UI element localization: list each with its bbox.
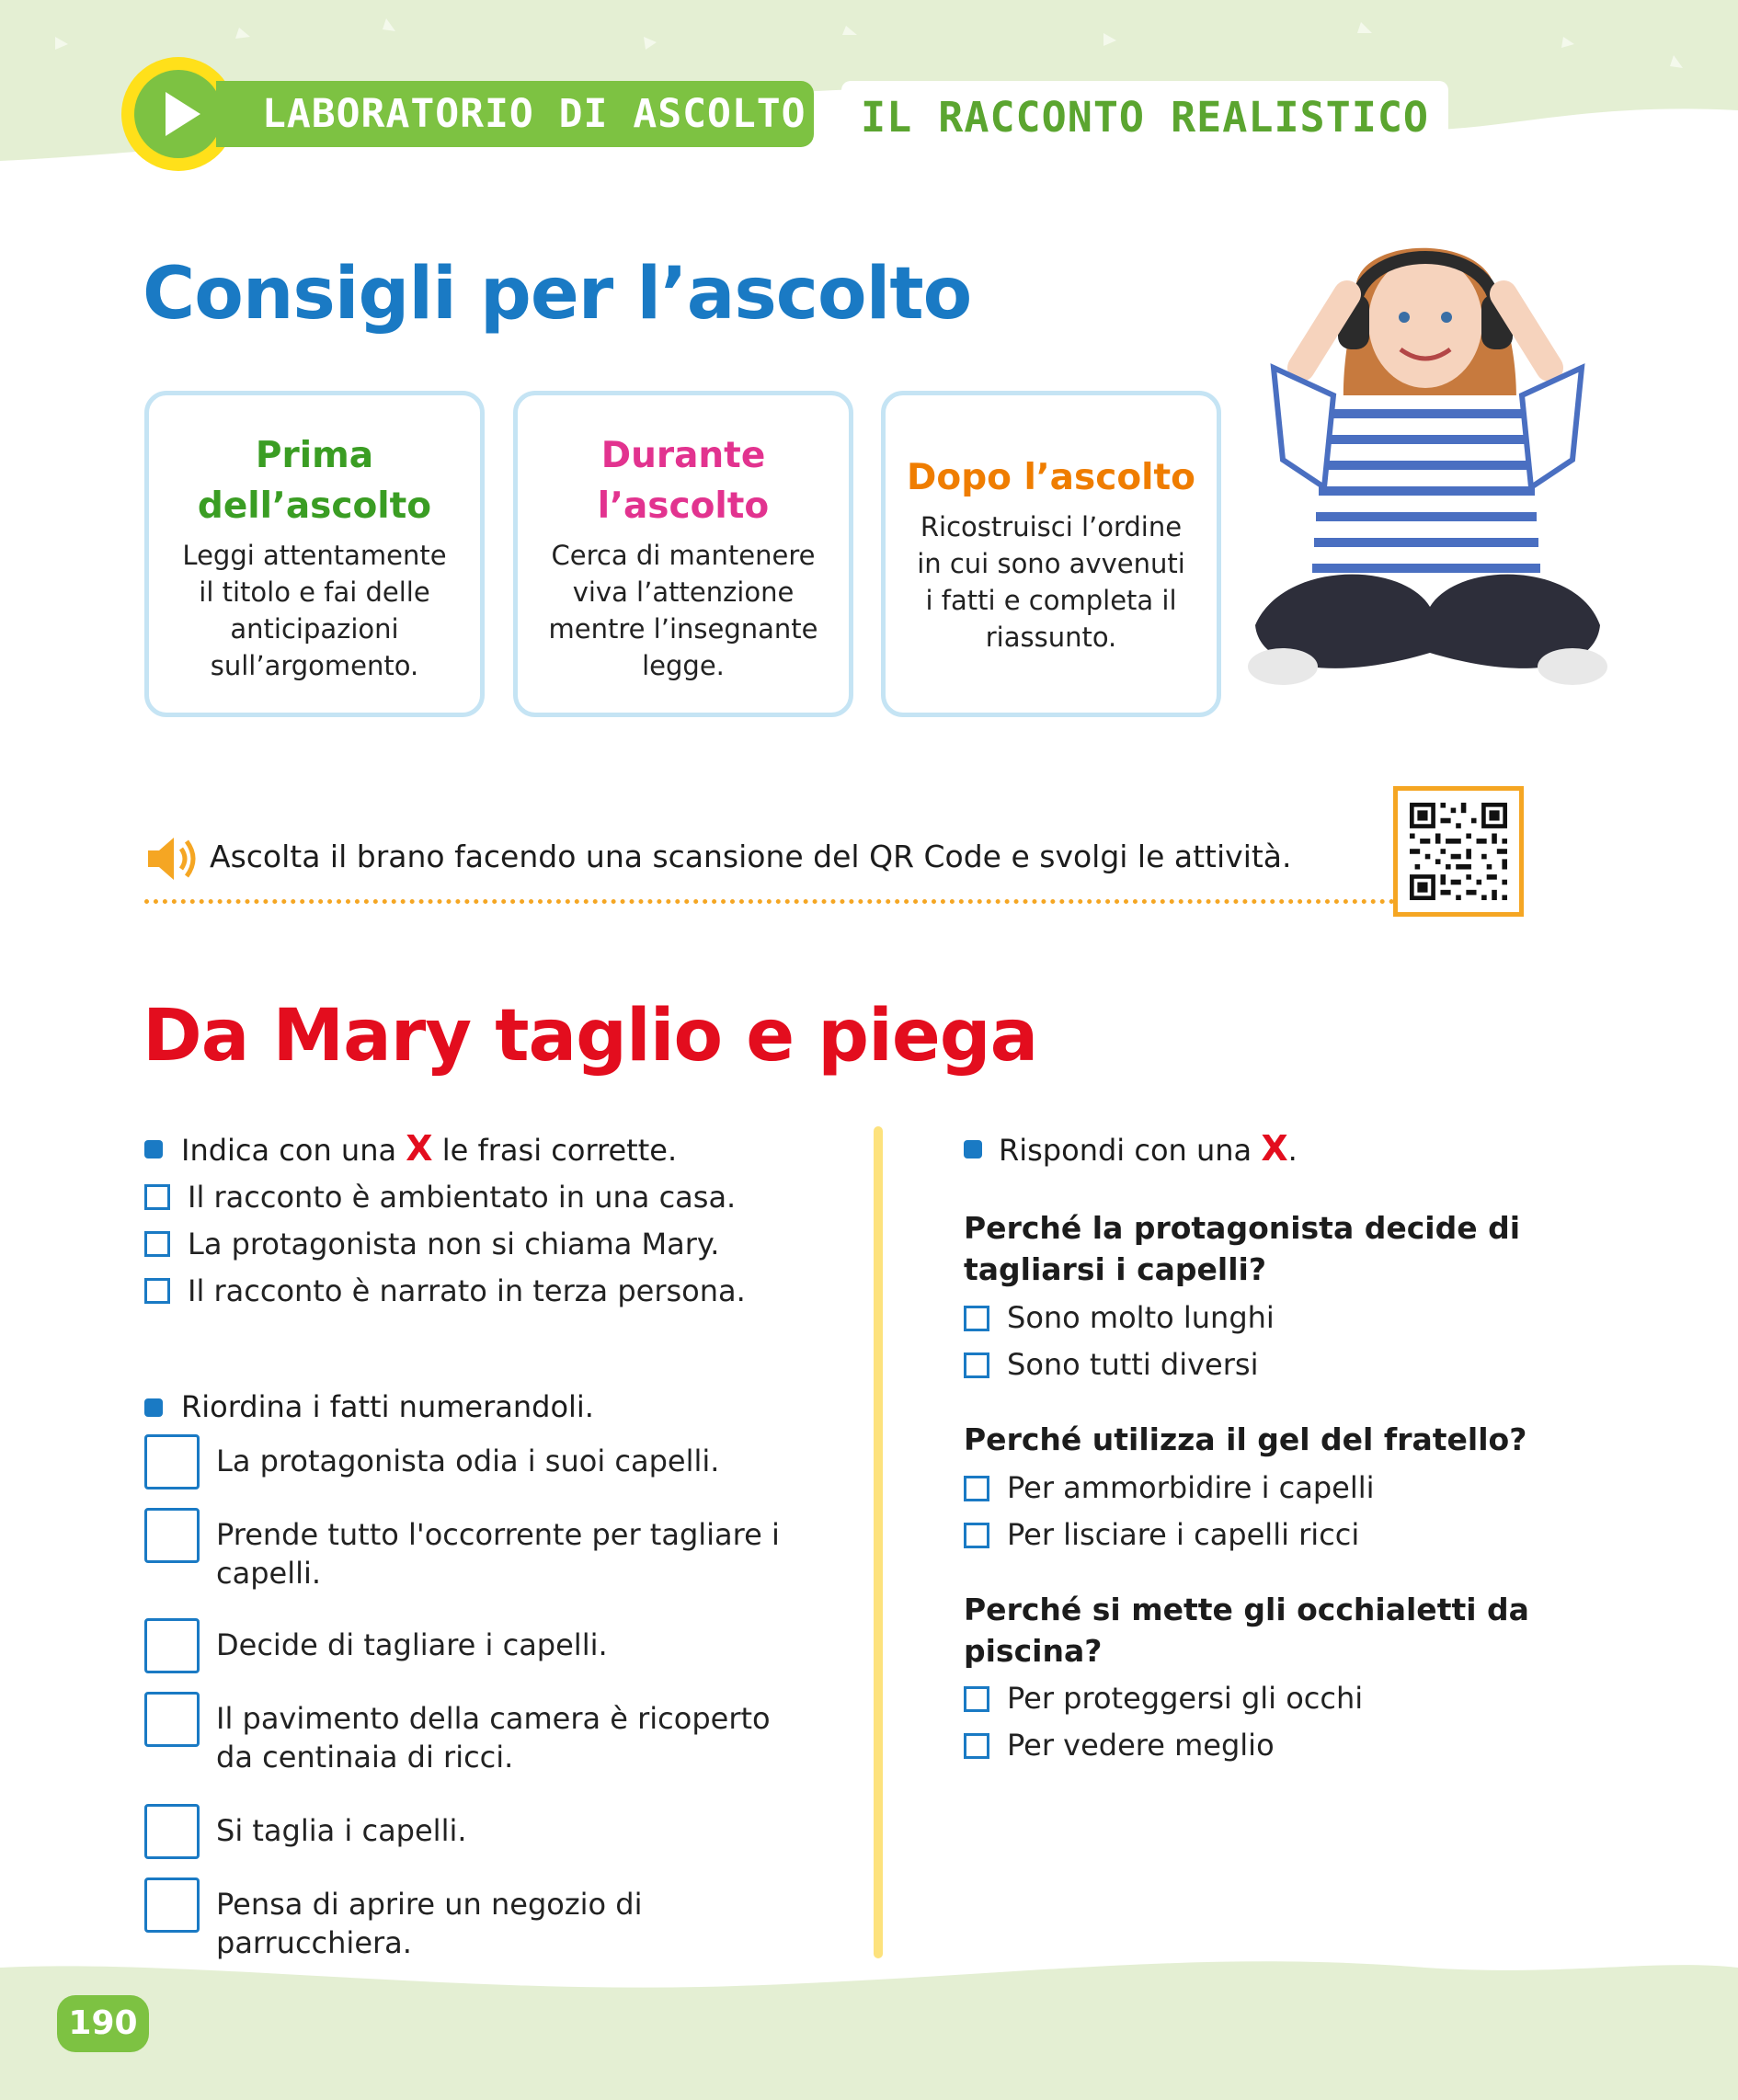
checkbox[interactable] xyxy=(964,1352,989,1378)
tip-card-after xyxy=(881,391,1221,717)
event-item xyxy=(216,1626,805,1664)
number-box[interactable] xyxy=(144,1692,200,1747)
event-item xyxy=(216,1699,805,1776)
checkbox[interactable] xyxy=(964,1686,989,1712)
checkbox-label: Sono molto lunghi xyxy=(1007,1300,1275,1335)
tip-card-during xyxy=(513,391,853,717)
question-text: tagliarsi i capelli? xyxy=(964,1251,1266,1287)
tip-card-text: mentre l’insegnante xyxy=(548,613,818,645)
exercise2-instruction: Riordina i fatti numerandoli. xyxy=(181,1389,594,1424)
exercise1-instruction xyxy=(181,1130,677,1169)
event-item xyxy=(216,1885,805,1962)
checkbox[interactable] xyxy=(964,1733,989,1759)
tip-card-text: anticipazioni xyxy=(230,613,399,645)
checkbox-label: Il racconto è narrato in terza persona. xyxy=(188,1273,746,1308)
speaker-icon xyxy=(144,832,201,885)
event-item xyxy=(216,1442,805,1480)
event-text: capelli. xyxy=(216,1556,322,1591)
audio-instruction: Ascolta il brano facendo una scansione del QR Code e svolgi le attività. xyxy=(210,839,1292,874)
bullet-icon xyxy=(144,1398,163,1417)
tip-card-text: legge. xyxy=(642,650,725,681)
page-number: 190 xyxy=(57,1995,149,2052)
tip-card-text: riassunto. xyxy=(985,622,1117,653)
tip-card-text: sull’argomento. xyxy=(210,650,419,681)
checkbox-label: Per lisciare i capelli ricci xyxy=(1007,1517,1360,1552)
number-box[interactable] xyxy=(144,1618,200,1673)
number-box[interactable] xyxy=(144,1434,200,1489)
dotted-separator xyxy=(144,899,1395,904)
section-label: LABORATORIO DI ASCOLTO xyxy=(216,81,814,147)
question-text: Perché utilizza il gel del fratello? xyxy=(964,1421,1527,1457)
bullet-icon xyxy=(144,1140,163,1158)
tip-card-text: il titolo e fai delle xyxy=(199,576,430,608)
tip-card-text: Cerca di mantenere xyxy=(551,540,816,571)
event-item xyxy=(216,1515,805,1592)
tip-card-heading: dell’ascolto xyxy=(197,485,432,527)
event-text: Prende tutto l'occorrente per tagliare i xyxy=(216,1517,780,1552)
checkbox-label: Per vedere meglio xyxy=(1007,1728,1275,1763)
story-title: Da Mary taglio e piega xyxy=(143,995,1038,1078)
exercise3-instruction xyxy=(999,1130,1298,1169)
tip-card-before xyxy=(144,391,485,717)
question-text: Perché la protagonista decide di xyxy=(964,1210,1521,1246)
event-text: Il pavimento della camera è ricoperto xyxy=(216,1701,771,1736)
instruction-text: Rispondi con una xyxy=(999,1133,1252,1168)
tip-card-text: Ricostruisci l’ordine xyxy=(920,511,1183,542)
tip-card-heading: Durante xyxy=(600,435,766,476)
event-text: da centinaia di ricci. xyxy=(216,1740,514,1775)
x-mark-icon: X xyxy=(1261,1128,1288,1169)
checkbox[interactable] xyxy=(144,1184,170,1210)
checkbox-label: Sono tutti diversi xyxy=(1007,1347,1259,1382)
number-box[interactable] xyxy=(144,1804,200,1859)
checkbox[interactable] xyxy=(964,1476,989,1501)
tip-card-text: Leggi attentamente xyxy=(182,540,447,571)
question xyxy=(964,1589,1534,1672)
question xyxy=(964,1419,1534,1460)
question xyxy=(964,1207,1534,1290)
girl-with-headphones-illustration xyxy=(1246,230,1609,708)
event-item xyxy=(216,1811,805,1850)
checkbox[interactable] xyxy=(964,1306,989,1331)
event-text: parrucchiera. xyxy=(216,1925,412,1960)
checkbox-label: La protagonista non si chiama Mary. xyxy=(188,1227,720,1261)
question-text: piscina? xyxy=(964,1633,1103,1669)
number-box[interactable] xyxy=(144,1508,200,1563)
topic-label: IL RACCONTO REALISTICO xyxy=(841,81,1448,154)
checkbox[interactable] xyxy=(144,1231,170,1257)
column-divider xyxy=(874,1126,883,1958)
question-text: Perché si mette gli occhialetti da xyxy=(964,1592,1529,1627)
number-box[interactable] xyxy=(144,1877,200,1933)
tip-card-text: i fatti e completa il xyxy=(925,585,1177,616)
checkbox[interactable] xyxy=(144,1278,170,1304)
instruction-text: . xyxy=(1287,1133,1298,1168)
instruction-text: Indica con una xyxy=(181,1133,397,1168)
checkbox-label: Per ammorbidire i capelli xyxy=(1007,1470,1375,1505)
bullet-icon xyxy=(964,1140,982,1158)
x-mark-icon: X xyxy=(406,1128,433,1169)
tip-card-heading: Prima xyxy=(255,435,374,476)
instruction-text: le frasi corrette. xyxy=(441,1133,678,1168)
checkbox-label: Per proteggersi gli occhi xyxy=(1007,1681,1364,1716)
checkbox[interactable] xyxy=(964,1523,989,1548)
event-text: La protagonista odia i suoi capelli. xyxy=(216,1444,720,1478)
tip-card-text: viva l’attenzione xyxy=(572,576,795,608)
event-text: Decide di tagliare i capelli. xyxy=(216,1627,608,1662)
tip-card-heading: l’ascolto xyxy=(597,485,770,527)
tip-card-text: in cui sono avvenuti xyxy=(917,548,1185,579)
event-text: Si taglia i capelli. xyxy=(216,1813,467,1848)
checkbox-label: Il racconto è ambientato in una casa. xyxy=(188,1180,737,1215)
qr-code[interactable] xyxy=(1393,786,1524,917)
tips-title: Consigli per l’ascolto xyxy=(143,253,972,336)
event-text: Pensa di aprire un negozio di xyxy=(216,1887,643,1922)
tip-card-heading: Dopo l’ascolto xyxy=(907,457,1195,498)
